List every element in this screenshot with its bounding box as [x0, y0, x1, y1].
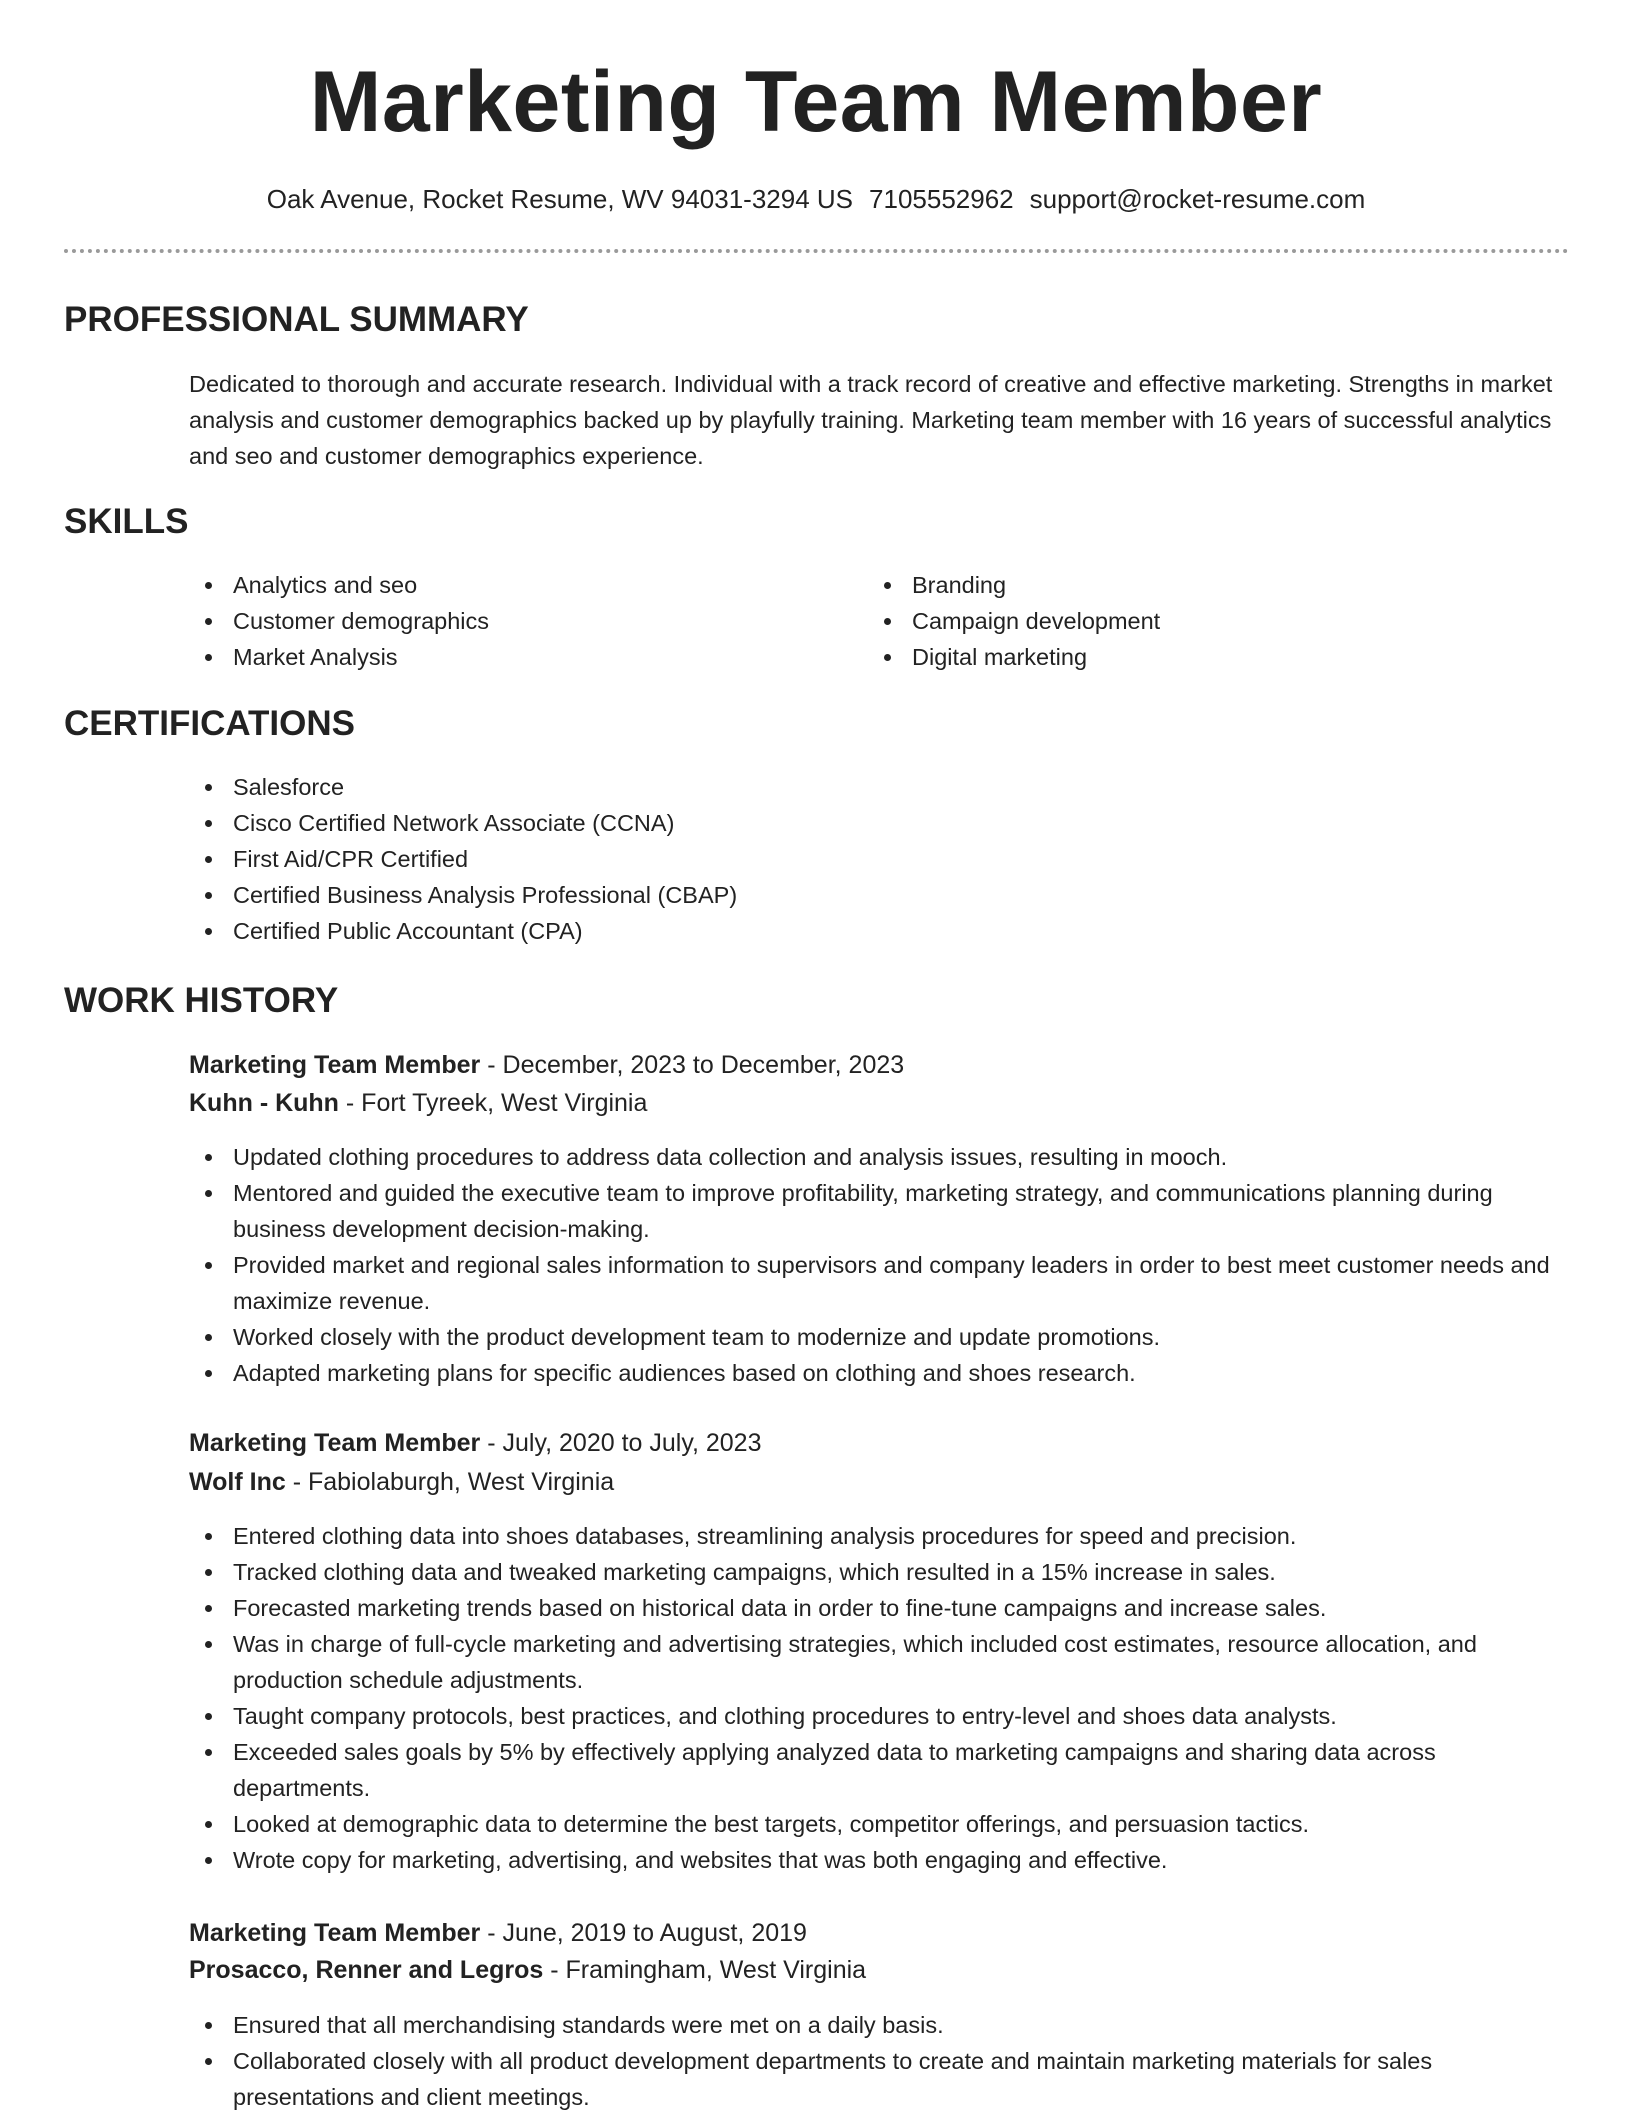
- job-bullet: Ensured that all merchandising standards were met on a daily basis.: [189, 2007, 1569, 2043]
- skill-item: Digital marketing: [868, 639, 1508, 675]
- job-dates: - July, 2020 to July, 2023: [480, 1429, 762, 1457]
- job-bullets: [189, 2007, 1569, 2115]
- section-title-summary: PROFESSIONAL SUMMARY: [64, 300, 529, 339]
- job-company: Prosacco, Renner and Legros: [189, 1956, 544, 1984]
- resume-name: Marketing Team Member: [309, 54, 1323, 150]
- skill-item: Branding: [868, 567, 1508, 603]
- job-bullet: Was in charge of full-cycle marketing and advertising strategies, which included cost estimates, resource allocation, and production schedule adjustments.: [189, 1626, 1569, 1698]
- job-bullet: Provided market and regional sales information to supervisors and company leaders in order to best meet customer needs and maximize revenue.: [189, 1247, 1569, 1319]
- job-bullet: Adapted marketing plans for specific audiences based on clothing and shoes research.: [189, 1355, 1569, 1391]
- job-bullet: Wrote copy for marketing, advertising, and websites that was both engaging and effective.: [189, 1842, 1569, 1878]
- job-bullet: Updated clothing procedures to address data collection and analysis issues, resulting in mooch.: [189, 1139, 1569, 1175]
- certifications-list: [189, 769, 1569, 949]
- job-bullet: Collaborated closely with all product development departments to create and maintain marketing materials for sales presentations and client meetings.: [189, 2043, 1569, 2115]
- job-title-line: [189, 1916, 807, 1950]
- job-company-line: [189, 1953, 866, 1987]
- job-role: Marketing Team Member: [189, 1429, 481, 1457]
- job-title-line: [189, 1426, 761, 1460]
- summary-text: Dedicated to thorough and accurate research. Individual with a track record of creative and effective marketing. Strengths in market analysis and customer demographics backed up by playfully training. Marketing team member with 16 years of successful analytics and seo and customer demographics experience.: [189, 371, 1553, 469]
- job-bullet: Entered clothing data into shoes databases, streamlining analysis procedures for speed and precision.: [189, 1518, 1569, 1554]
- job-company: Kuhn - Kuhn: [189, 1089, 339, 1117]
- contact-address: Oak Avenue, Rocket Resume, WV 94031-3294 US: [266, 184, 854, 214]
- job-bullet: Worked closely with the product development team to modernize and update promotions.: [189, 1319, 1569, 1355]
- job-bullet: Taught company protocols, best practices, and clothing procedures to entry-level and shoes data analysts.: [189, 1698, 1569, 1734]
- job-dates: - June, 2019 to August, 2019: [480, 1919, 807, 1947]
- certification-item: Salesforce: [189, 769, 1569, 805]
- job-location: - Fabiolaburgh, West Virginia: [285, 1468, 615, 1496]
- skills-list-right: [868, 567, 1508, 675]
- job-role: Marketing Team Member: [189, 1919, 481, 1947]
- certification-item: Cisco Certified Network Associate (CCNA): [189, 805, 1569, 841]
- skill-item: Analytics and seo: [189, 567, 829, 603]
- certification-item: Certified Business Analysis Professional (CBAP): [189, 877, 1569, 913]
- job-dates: - December, 2023 to December, 2023: [480, 1051, 905, 1079]
- job-bullet: Mentored and guided the executive team to improve profitability, marketing strategy, and communications planning during business development decision-making.: [189, 1175, 1569, 1247]
- skills-list-left: [189, 567, 829, 675]
- job-location: - Fort Tyreek, West Virginia: [338, 1089, 648, 1117]
- job-location: - Framingham, West Virginia: [543, 1956, 867, 1984]
- job-company-line: [189, 1465, 614, 1499]
- job-company-line: [189, 1086, 647, 1120]
- job-role: Marketing Team Member: [189, 1051, 481, 1079]
- skill-item: Customer demographics: [189, 603, 829, 639]
- skill-item: Market Analysis: [189, 639, 829, 675]
- job-bullet: Looked at demographic data to determine the best targets, competitor offerings, and persuasion tactics.: [189, 1806, 1569, 1842]
- certification-item: First Aid/CPR Certified: [189, 841, 1569, 877]
- job-bullets: [189, 1139, 1569, 1391]
- certification-item: Certified Public Accountant (CPA): [189, 913, 1569, 949]
- contact-line: [0, 182, 1632, 216]
- job-company: Wolf Inc: [189, 1468, 286, 1496]
- skill-item: Campaign development: [868, 603, 1508, 639]
- header-divider: [64, 249, 1569, 253]
- section-title-work-history: WORK HISTORY: [64, 981, 339, 1020]
- job-bullet: Tracked clothing data and tweaked marketing campaigns, which resulted in a 15% increase in sales.: [189, 1554, 1569, 1590]
- job-bullet: Forecasted marketing trends based on historical data in order to fine-tune campaigns and increase sales.: [189, 1590, 1569, 1626]
- job-bullet: Exceeded sales goals by 5% by effectively applying analyzed data to marketing campaigns and sharing data across departments.: [189, 1734, 1569, 1806]
- job-bullets: [189, 1518, 1569, 1878]
- contact-phone: 7105552962: [869, 184, 1014, 214]
- job-title-line: [189, 1048, 904, 1082]
- contact-email: support@rocket-resume.com: [1029, 184, 1366, 214]
- section-title-certifications: CERTIFICATIONS: [64, 704, 356, 743]
- section-title-skills: SKILLS: [64, 502, 189, 541]
